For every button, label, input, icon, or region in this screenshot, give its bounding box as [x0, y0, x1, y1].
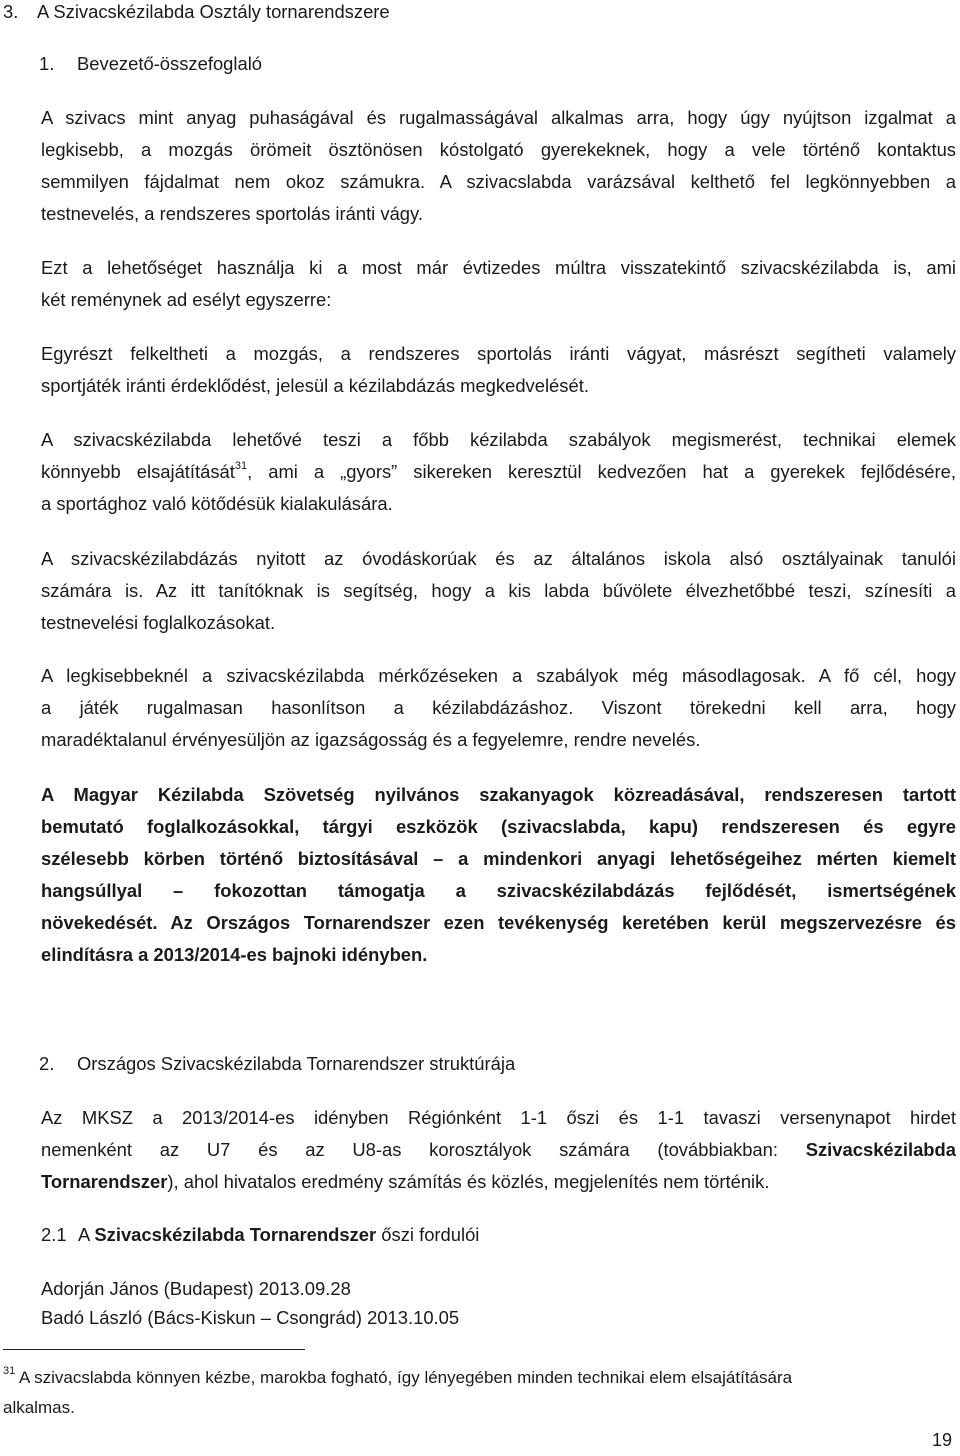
main-heading-title: A Szivacskézilabda Osztály tornarendszere [37, 1, 390, 22]
paragraph-3-line-1: Egyrészt felkeltheti a mozgás, a rendszeres sportolás iránti vágyat, másrészt segítheti valamely [41, 343, 956, 364]
section-1-number: 1. [39, 53, 55, 74]
subsection-2-1-number: 2.1 [41, 1224, 67, 1245]
page-number: 19 [932, 1430, 953, 1450]
paragraph-7-bold [41, 779, 956, 971]
subsection-2-1-heading [41, 1219, 901, 1251]
paragraph-8-line-2 [41, 1134, 956, 1166]
paragraph-7-line-2: bemutató foglalkozásokkal, tárgyi eszközök (szivacslabda, kapu) rendszeresen és egyre [41, 816, 956, 837]
footnote-marker: 31 [3, 1365, 16, 1378]
subsection-2-1-prefix: A [78, 1224, 95, 1245]
paragraph-2-line-2: két reménynek ad esélyt egyszerre: [41, 289, 332, 310]
paragraph-5-line-3: testnevelési foglalkozásokat. [41, 612, 276, 633]
tournament-date-2: Badó László (Bács-Kiskun – Csongrád) 2013.10.05 [41, 1307, 460, 1328]
footnote-text-1: A szivacslabda könnyen kézbe, marokba fogható, így lényegében minden technikai elem elsajátítására [15, 1368, 793, 1387]
subsection-2-1-bold: Szivacskézilabda Tornarendszer [94, 1224, 377, 1245]
subsection-2-1-suffix: őszi fordulói [376, 1224, 480, 1245]
section-2-number: 2. [39, 1053, 55, 1074]
paragraph-6-line-2: a játék rugalmasan hasonlítson a kézilabdázáshoz. Viszont törekedni kell arra, hogy [41, 697, 956, 718]
paragraph-5 [41, 543, 956, 639]
paragraph-8-line-3 [41, 1166, 956, 1198]
paragraph-1-line-4: testnevelés, a rendszeres sportolás iránti vágy. [41, 203, 423, 224]
section-2-heading [39, 1048, 899, 1080]
paragraph-7-line-4: hangsúllyal – fokozottan támogatja a szivacskézilabdázás fejlődését, ismertségének [41, 880, 956, 901]
paragraph-6-line-3: maradéktalanul érvényesüljön az igazságosság és a fegyelemre, rendre nevelés. [41, 729, 701, 750]
paragraph-1-line-1: A szivacs mint anyag puhaságával és rugalmasságával alkalmas arra, hogy úgy nyújtson izgalmat a [41, 107, 956, 128]
paragraph-4-line-3: a sportághoz való kötődésük kialakulására. [41, 493, 393, 514]
paragraph-3 [41, 338, 956, 402]
paragraph-6 [41, 660, 956, 756]
paragraph-7-line-1: A Magyar Kézilabda Szövetség nyilvános szakanyagok közreadásával, rendszeresen tartott [41, 784, 956, 805]
paragraph-2 [41, 252, 956, 316]
paragraph-8-bold-term-part-1: Szivacskézilabda [805, 1139, 956, 1160]
section-1-heading [39, 48, 899, 80]
paragraph-1 [41, 102, 956, 230]
paragraph-5-line-2: számára is. Az itt tanítóknak is segítség, hogy a kis labda bűvölete élvezhetőbbé teszi, színesíti a [41, 580, 956, 601]
paragraph-4-line-1: A szivacskézilabda lehetővé teszi a főbb kézilabda szabályok megismerést, technikai elemek [41, 429, 956, 450]
footnote-reference: 31 [234, 459, 248, 472]
paragraph-7-line-6: elindításra a 2013/2014-es bajnoki idényben. [41, 944, 428, 965]
paragraph-3-line-2: sportjáték iránti érdeklődést, jelesül a kézilabdázás megkedvelését. [41, 375, 589, 396]
paragraph-4 [41, 424, 956, 520]
paragraph-2-line-1: Ezt a lehetőséget használja ki a most már évtizedes múltra visszatekintő szivacskézilabda is, ami [41, 257, 956, 278]
paragraph-4-line-2-end: , ami a „gyors” sikereken keresztül kedvezően hat a gyerekek fejlődésére, [247, 461, 956, 482]
paragraph-1-line-2: legkisebb, a mozgás örömeit ösztönösen kóstolgató gyerekeknek, hogy a vele történő kontaktus [41, 139, 956, 160]
paragraph-7-line-5: növekedését. Az Országos Tornarendszer ezen tevékenység keretében kerül megszervezésre és [41, 912, 956, 933]
main-heading-number: 3. [3, 1, 19, 22]
tournament-dates [41, 1274, 901, 1332]
paragraph-6-line-1: A legkisebbeknél a szivacskézilabda mérkőzéseken a szabályok még másodlagosak. A fő cél, hogy [41, 665, 956, 686]
section-1-title: Bevezető-összefoglaló [77, 53, 263, 74]
paragraph-5-line-1: A szivacskézilabdázás nyitott az óvodáskorúak és az általános iskola alsó osztályainak tanulói [41, 548, 956, 569]
paragraph-8-line-1: Az MKSZ a 2013/2014-es idényben Régiónként 1-1 őszi és 1-1 tavaszi versenynapot hirdet [41, 1107, 956, 1128]
footnote-separator [3, 1349, 305, 1350]
paragraph-4-line-2 [41, 456, 956, 488]
paragraph-8 [41, 1102, 956, 1198]
paragraph-1-line-3: semmilyen fájdalmat nem okoz számukra. A szivacslabda varázsával kelthető fel legkönnyebben a [41, 171, 956, 192]
paragraph-8-bold-term-part-2: Tornarendszer [41, 1171, 168, 1192]
paragraph-7-line-3: szélesebb körben történő biztosításával – a mindenkori anyagi lehetőségeihez mérten kiemelt [41, 848, 956, 869]
footnote [3, 1363, 923, 1423]
main-heading [3, 0, 903, 28]
section-2-title: Országos Szivacskézilabda Tornarendszer struktúrája [77, 1053, 516, 1074]
paragraph-4-line-2-start: könnyebb elsajátítását [41, 461, 235, 482]
tournament-date-1: Adorján János (Budapest) 2013.09.28 [41, 1278, 351, 1299]
paragraph-8-line-2-start: nemenként az U7 és az U8-as korosztályok számára (továbbiakban: [41, 1139, 806, 1160]
paragraph-8-line-3-end: ), ahol hivatalos eredmény számítás és közlés, megjelenítés nem történik. [167, 1171, 770, 1192]
footnote-line-2: alkalmas. [3, 1398, 75, 1417]
footnote-line-1 [3, 1363, 923, 1393]
